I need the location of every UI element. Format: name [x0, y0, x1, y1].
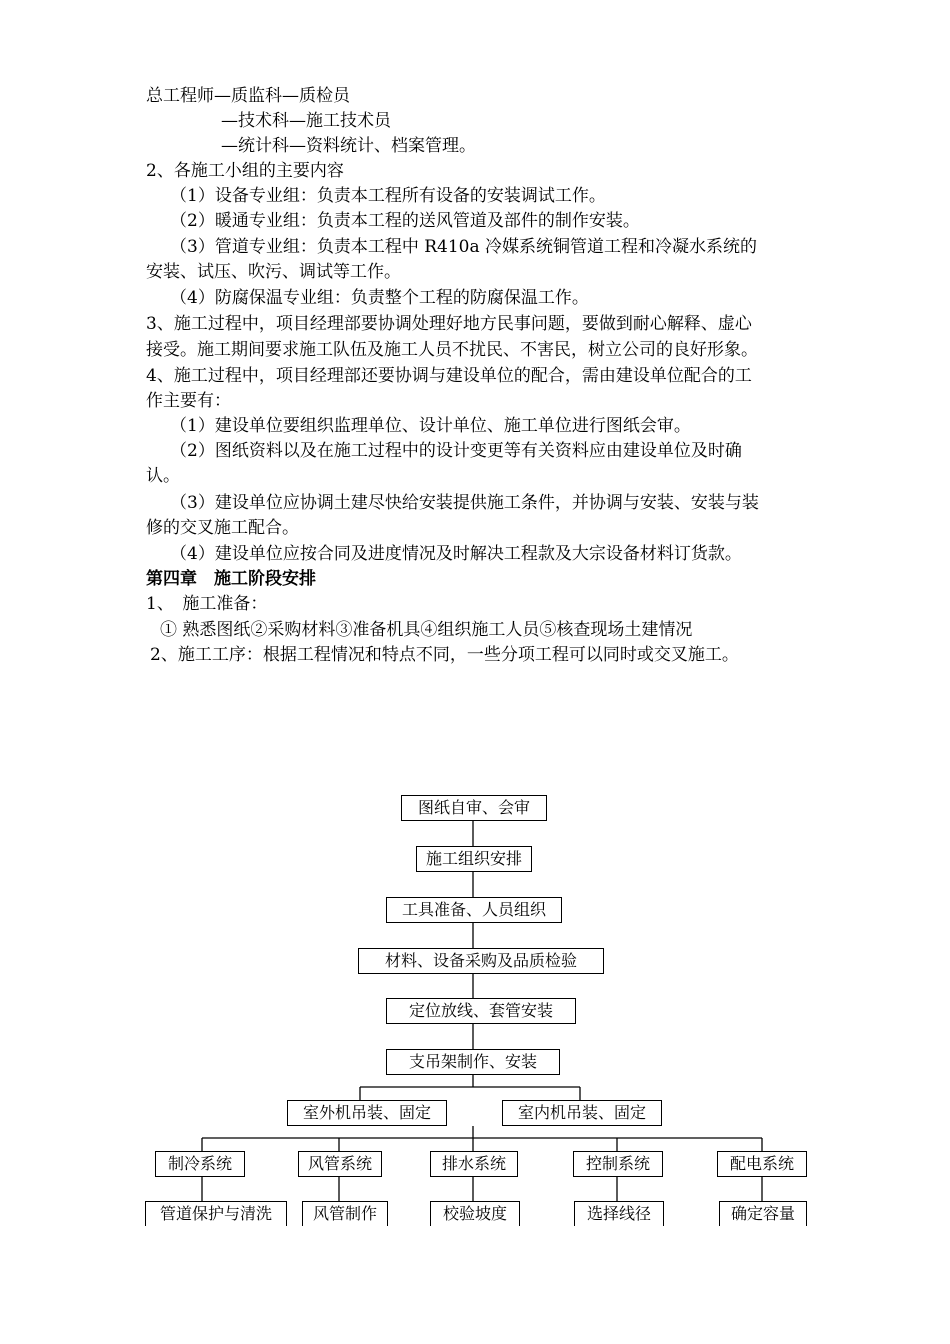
flow-step-tools-staff: 工具准备、人员组织: [386, 897, 562, 923]
section-2-item-4: （4）防腐保温专业组：负责整个工程的防腐保温工作。: [170, 288, 589, 308]
org-line-3: —统计科—资料统计、档案管理。: [221, 136, 476, 156]
section-3-line-b: 接受。施工期间要求施工队伍及施工人员不扰民、不害民，树立公司的良好形象。: [146, 340, 758, 360]
chapter-4-item-2: 2、施工工序：根据工程情况和特点不同，一些分项工程可以同时或交叉施工。: [150, 645, 739, 665]
org-line-2: —技术科—施工技术员: [221, 111, 391, 131]
flow-step-supports: 支吊架制作、安装: [386, 1049, 560, 1075]
flow-branch-indoor-unit: 室内机吊装、固定: [502, 1100, 662, 1126]
flow-step-positioning: 定位放线、套管安装: [386, 998, 576, 1024]
chapter-4-heading: 第四章 施工阶段安排: [146, 569, 316, 589]
section-2-item-2: （2）暖通专业组：负责本工程的送风管道及部件的制作安装。: [170, 211, 640, 231]
section-4-item-4: （4）建设单位应按合同及进度情况及时解决工程款及大宗设备材料订货款。: [170, 544, 742, 564]
flow-system-drainage: 排水系统: [430, 1151, 518, 1177]
section-4-item-2a: （2）图纸资料以及在施工过程中的设计变更等有关资料应由建设单位及时确: [170, 441, 742, 461]
flow-sub-wire-gauge: 选择线径: [574, 1201, 664, 1226]
section-2-item-3b: 安装、试压、吹污、调试等工作。: [146, 262, 401, 282]
section-3-line-a: 3、施工过程中，项目经理部要协调处理好地方民事问题，要做到耐心解释、虚心: [146, 314, 752, 334]
flow-branch-outdoor-unit: 室外机吊装、固定: [287, 1100, 447, 1126]
org-line-1: 总工程师—质监科—质检员: [146, 86, 350, 106]
section-4-item-3a: （3）建设单位应协调土建尽快给安装提供施工条件，并协调与安装、安装与装: [170, 493, 759, 513]
section-2-item-1: （1）设备专业组：负责本工程所有设备的安装调试工作。: [170, 186, 606, 206]
section-4-item-1: （1）建设单位要组织监理单位、设计单位、施工单位进行图纸会审。: [170, 416, 691, 436]
section-4-line-b: 作主要有：: [146, 391, 231, 411]
flow-system-refrigeration: 制冷系统: [155, 1151, 245, 1177]
flow-sub-slope-check: 校验坡度: [430, 1201, 520, 1226]
flow-step-procurement: 材料、设备采购及品质检验: [358, 948, 604, 974]
preparation-list: ① 熟悉图纸②采购材料③准备机具④组织施工人员⑤核查现场土建情况: [160, 620, 693, 640]
flow-system-power: 配电系统: [717, 1151, 807, 1177]
flow-step-drawing-review: 图纸自审、会审: [401, 795, 547, 821]
flow-sub-capacity: 确定容量: [719, 1201, 807, 1226]
chapter-4-item-1: 1、 施工准备：: [146, 594, 268, 614]
flow-system-control: 控制系统: [573, 1151, 663, 1177]
section-2-item-3a: （3）管道专业组：负责本工程中 R410a 冷媒系统铜管道工程和冷凝水系统的: [170, 237, 758, 257]
flow-sub-pipe-protection: 管道保护与清洗: [145, 1201, 287, 1226]
section-2-title: 2、各施工小组的主要内容: [146, 161, 344, 181]
flow-step-organization: 施工组织安排: [416, 846, 532, 872]
flow-system-ductwork: 风管系统: [298, 1151, 382, 1177]
section-4-line-a: 4、施工过程中，项目经理部还要协调与建设单位的配合，需由建设单位配合的工: [146, 366, 752, 386]
flow-sub-duct-fabrication: 风管制作: [302, 1201, 388, 1226]
section-4-item-3b: 修的交叉施工配合。: [146, 518, 299, 538]
section-4-item-2b: 认。: [146, 466, 180, 486]
